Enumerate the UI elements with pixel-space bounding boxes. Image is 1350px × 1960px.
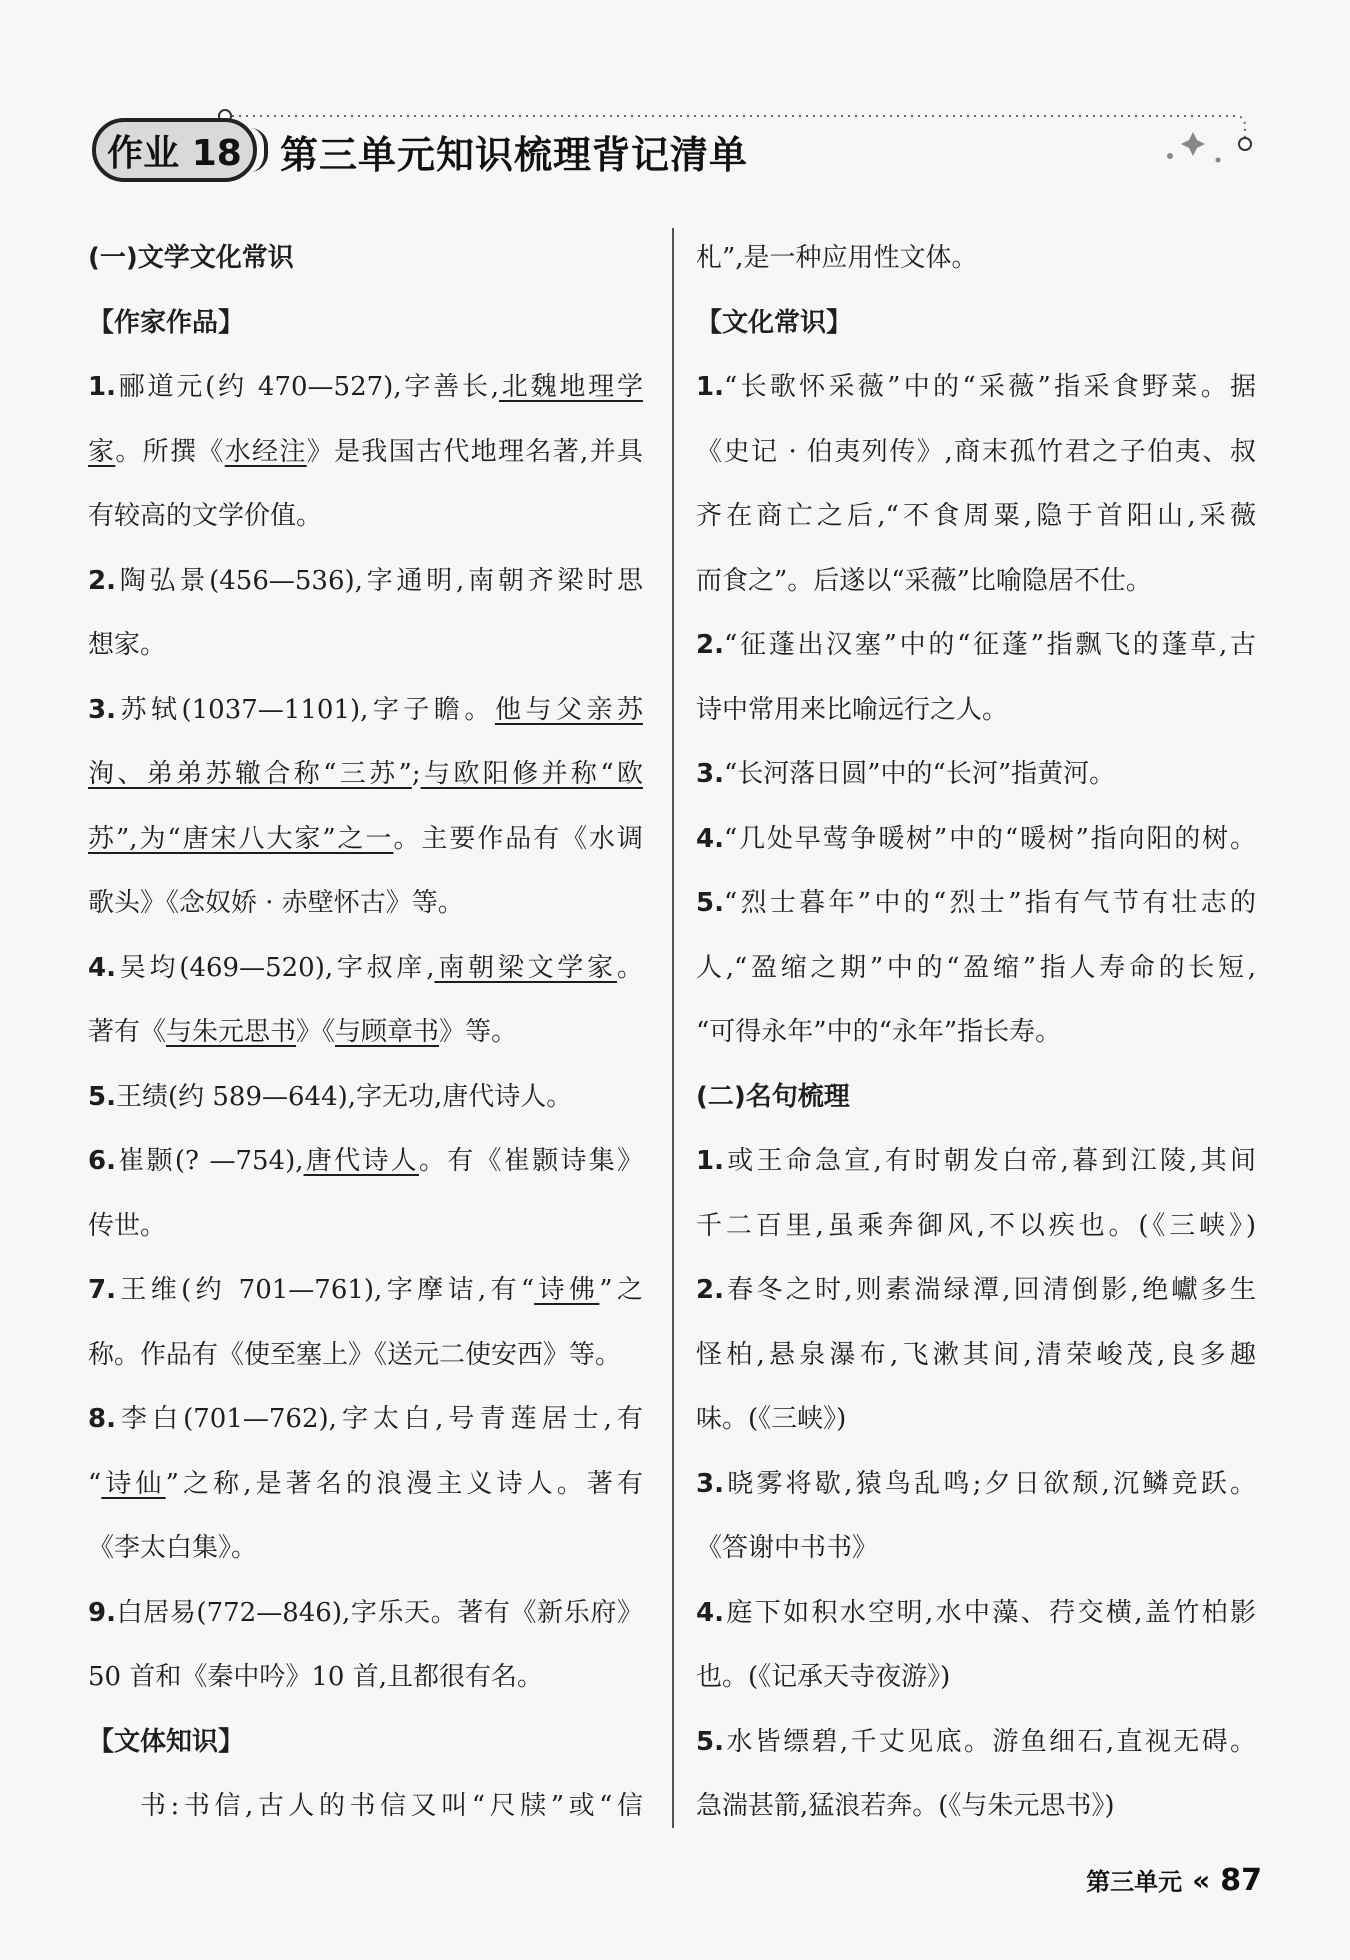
culture-item-1-cont2: 齐在商亡之后,“不食周粟,隐于首阳山,采薇 [696,501,1256,531]
author-item-4: 4.吴均(469—520),字叔庠,南朝梁文学家。 [88,952,643,983]
author-item-8-cont: “诗仙”之称,是著名的浪漫主义诗人。著有 [88,1468,643,1499]
author-item-3: 3.苏轼(1037—1101),字子瞻。他与父亲苏 [88,694,643,725]
quote-item-3: 3.晓雾将歇,猿鸟乱鸣;夕日欲颓,沉鳞竞跃。 [696,1468,1256,1499]
page-number: 87 [1220,1863,1262,1898]
quote-item-5-end: 急湍甚箭,猛浪若奔。(《与朱元思书》) [696,1791,1115,1821]
author-item-9-end: 50 首和《秦中吟》10 首,且都很有名。 [88,1662,543,1692]
culture-item-5: 5.“烈士暮年”中的“烈士”指有气节有壮志的 [696,888,1256,918]
author-item-1-cont: 家。所撰《水经注》是我国古代地理名著,并具 [88,436,643,467]
column-divider [672,228,674,1828]
culture-item-2: 2.“征蓬出汉塞”中的“征蓬”指飘飞的蓬草,古 [696,630,1256,660]
author-item-8-end: 《李太白集》。 [88,1533,258,1563]
culture-item-2-end: 诗中常用来比喻远行之人。 [696,694,1009,725]
left-column [88,226,643,1839]
quote-item-4: 4.庭下如积水空明,水中藻、荇交横,盖竹柏影 [696,1597,1256,1628]
author-item-7: 7.王维(约 701—761),字摩诘,有“诗佛”之 [88,1275,643,1305]
culture-item-5-end: “可得永年”中的“永年”指长寿。 [696,1017,1062,1047]
culture-item-4: 4.“几处早莺争暖树”中的“暖树”指向阳的树。 [696,823,1256,854]
quote-item-2-cont: 怪柏,悬泉瀑布,飞漱其间,清荣峻茂,良多趣 [696,1339,1256,1370]
quote-item-5: 5.水皆缥碧,千丈见底。游鱼细石,直视无碍。 [696,1726,1256,1757]
author-item-3-end: 歌头》《念奴娇 · 赤壁怀古》等。 [88,888,464,918]
author-item-2: 2.陶弘景(456—536),字通明,南朝齐梁时思 [88,565,643,596]
author-item-5: 5.王绩(约 589—644),字无功,唐代诗人。 [88,1081,573,1112]
right-column [696,226,1256,1839]
subsection-heading-culture: 【文化常识】 [696,307,853,338]
culture-item-1-end: 而食之”。后遂以“采薇”比喻隐居不仕。 [696,565,1152,596]
author-item-4-end: 著有《与朱元思书》《与顾章书》等。 [88,1017,518,1047]
culture-item-3: 3.“长河落日圆”中的“长河”指黄河。 [696,759,1116,789]
author-item-7-end: 称。作品有《使至塞上》《送元二使安西》等。 [88,1339,622,1370]
section-heading: (一)文学文化常识 [88,243,294,273]
quote-item-2-end: 味。(《三峡》) [696,1404,847,1434]
quote-item-2: 2.春冬之时,则素湍绿潭,回清倒影,绝巘多生 [696,1275,1256,1305]
author-item-9: 9.白居易(772—846),字乐天。著有《新乐府》 [88,1597,643,1628]
author-item-8: 8.李白(701—762),字太白,号青莲居士,有 [88,1404,643,1434]
author-item-3-cont2: 苏”,为“唐宋八大家”之一。主要作品有《水调 [88,823,643,854]
author-item-6: 6.崔颢(? —754),唐代诗人。有《崔颢诗集》 [88,1146,643,1176]
page-title: 第三单元知识梳理背记清单 [280,133,749,177]
double-chevron-left-icon: « [1192,1864,1211,1897]
page-footer [1086,1862,1262,1898]
author-item-1-end: 有较高的文学价值。 [88,501,323,531]
footer-unit-label: 第三单元 [1086,1868,1183,1896]
culture-item-1: 1.“长歌怀采薇”中的“采薇”指采食野菜。据 [696,372,1256,402]
subsection-heading-authors: 【作家作品】 [88,307,245,338]
author-item-6-end: 传世。 [88,1210,167,1241]
genre-paragraph: 书:书信,古人的书信又叫“尺牍”或“信 [140,1791,643,1821]
quote-item-1-end: 千二百里,虽乘奔御风,不以疾也。(《三峡》) [696,1210,1256,1241]
author-item-1: 1.郦道元(约 470—527),字善长,北魏地理学 [88,372,643,402]
subsection-heading-genre: 【文体知识】 [88,1726,245,1757]
author-item-2-end: 想家。 [88,630,167,660]
genre-paragraph-cont: 札”,是一种应用性文体。 [696,243,978,273]
author-item-3-cont: 洵、弟弟苏辙合称“三苏”;与欧阳修并称“欧 [88,759,643,789]
homework-badge: 作业 18 [92,118,257,182]
quote-item-3-end: 《答谢中书书》 [696,1533,879,1563]
section-heading-quotes: (二)名句梳理 [696,1081,850,1112]
quote-item-4-end: 也。(《记承天寺夜游》) [696,1662,951,1692]
culture-item-1-cont: 《史记 · 伯夷列传》,商末孤竹君之子伯夷、叔 [696,436,1256,467]
culture-item-5-cont: 人,“盈缩之期”中的“盈缩”指人寿命的长短, [696,952,1256,983]
quote-item-1: 1.或王命急宣,有时朝发白帝,暮到江陵,其间 [696,1146,1256,1176]
